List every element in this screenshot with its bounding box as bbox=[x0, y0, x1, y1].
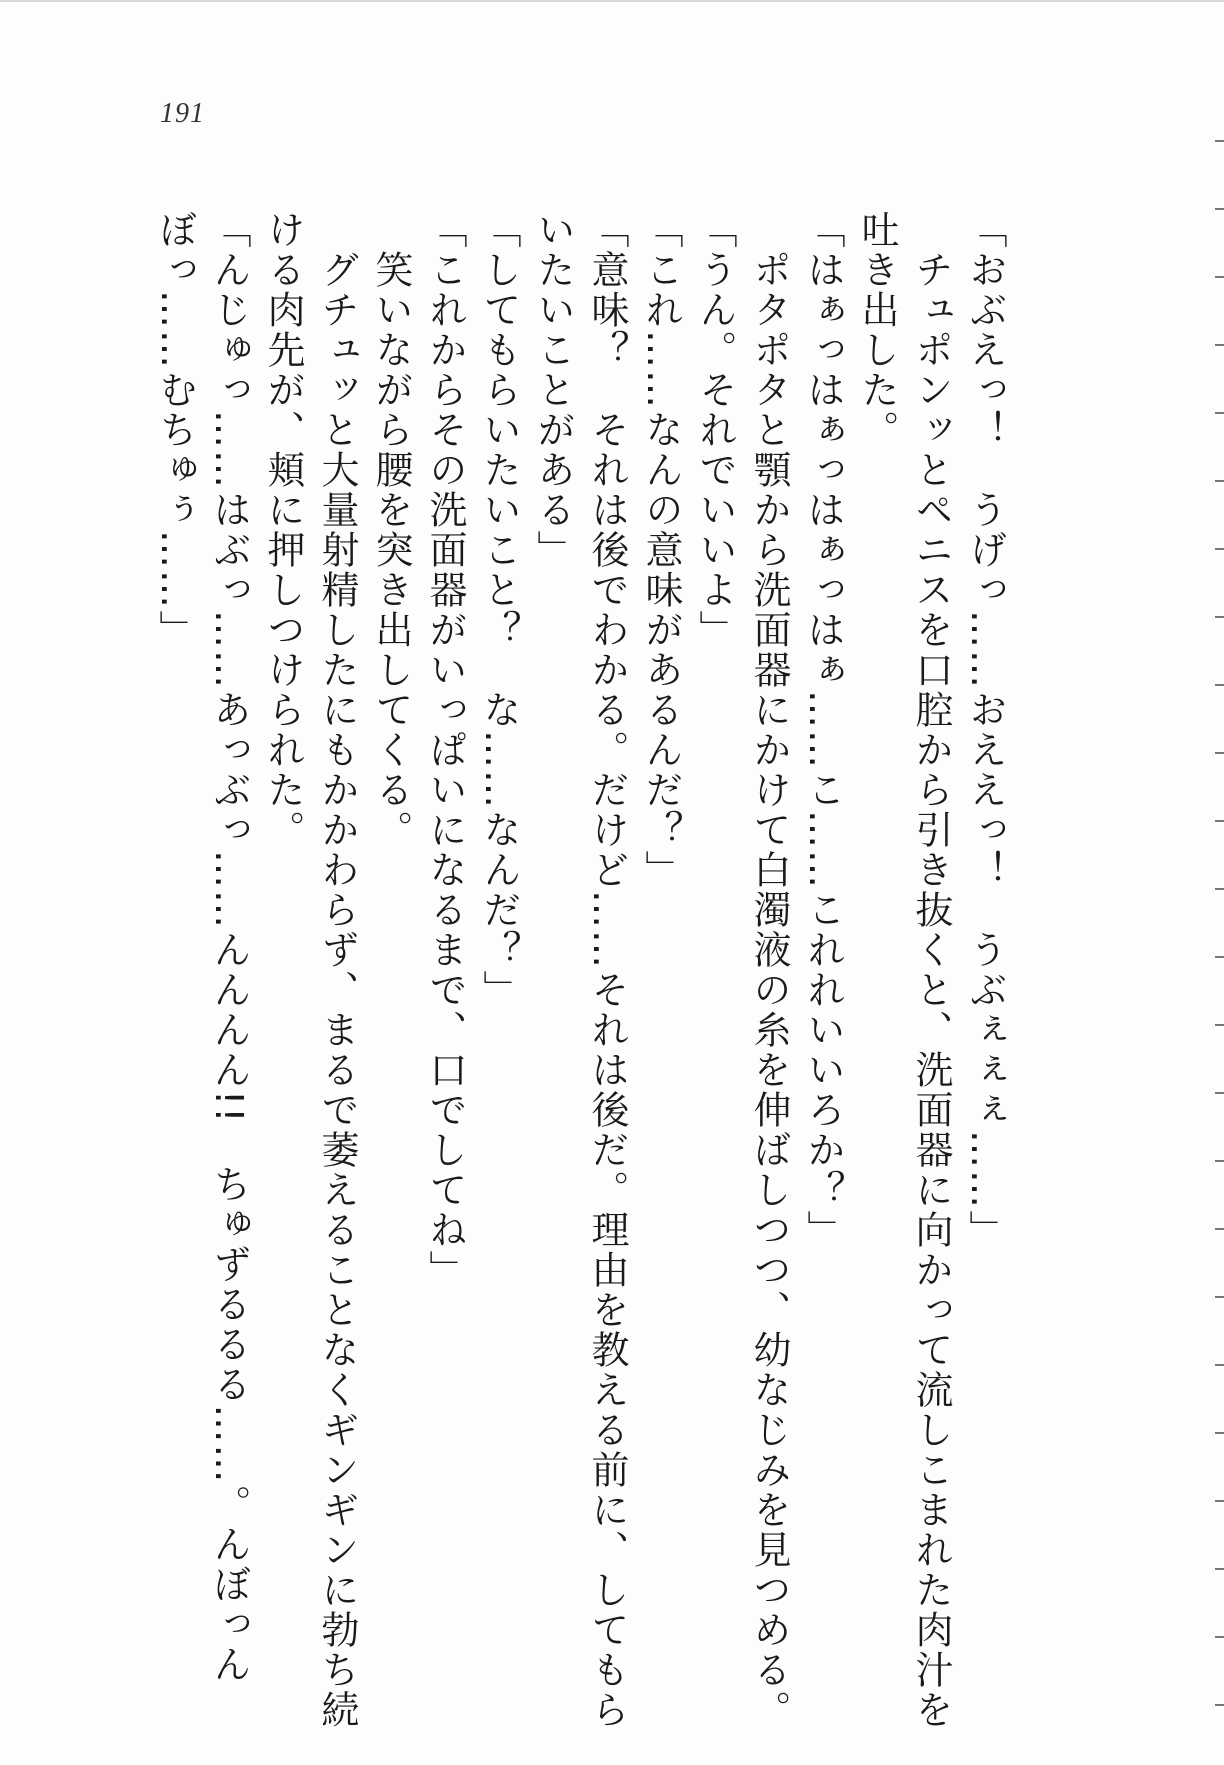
edge-tick bbox=[1215, 208, 1224, 210]
edge-tick bbox=[1215, 548, 1224, 550]
text-line: 「意味？ それは後でわかる。だけど……それは後だ。理由を教える前に、してもら bbox=[585, 210, 629, 1730]
text-line: グチュッと大量射精したにもかかわらず、まるで萎えることなくギンギンに勃ち続 bbox=[315, 210, 359, 1730]
page-edge-marks bbox=[1210, 0, 1224, 1765]
edge-tick bbox=[1215, 1228, 1224, 1230]
text-line: 笑いながら腰を突き出してくる。 bbox=[369, 210, 413, 850]
edge-tick bbox=[1215, 1160, 1224, 1162]
text-line: ける肉先が、頬に押しつけられた。 bbox=[261, 210, 305, 850]
text-line: 「はぁっはぁっはぁっはぁ……こ……これれいいろか？」 bbox=[801, 210, 845, 1250]
edge-tick bbox=[1215, 956, 1224, 958]
edge-tick bbox=[1215, 616, 1224, 618]
edge-tick bbox=[1215, 1432, 1224, 1434]
top-border bbox=[0, 0, 1224, 2]
edge-tick bbox=[1215, 480, 1224, 482]
text-line: ポタポタと顎から洗面器にかけて白濁液の糸を伸ばしつつ、幼なじみを見つめる。 bbox=[747, 210, 791, 1730]
edge-tick bbox=[1215, 1024, 1224, 1026]
text-line: 「おぶえっ！ うげっ……おええっ！ うぶぇぇぇ……」 bbox=[963, 210, 1007, 1250]
text-line: いたいことがある」 bbox=[531, 210, 575, 570]
edge-tick bbox=[1215, 684, 1224, 686]
vertical-text-body bbox=[148, 210, 1012, 1730]
edge-tick bbox=[1215, 1568, 1224, 1570]
edge-tick bbox=[1215, 752, 1224, 754]
page-number: 191 bbox=[160, 98, 205, 129]
edge-tick bbox=[1215, 1364, 1224, 1366]
text-line: 吐き出した。 bbox=[855, 210, 899, 450]
edge-tick bbox=[1215, 1092, 1224, 1094]
edge-tick bbox=[1215, 1500, 1224, 1502]
text-line: 「うん。それでいいよ」 bbox=[693, 210, 737, 650]
edge-tick bbox=[1215, 888, 1224, 890]
edge-tick bbox=[1215, 820, 1224, 822]
edge-tick bbox=[1215, 344, 1224, 346]
text-line: 「んじゅっ……はぶっ……あっぶっ……んんんん!! ちゅずるるる……。んぼっん bbox=[207, 210, 251, 1685]
text-line: チュポンッとペニスを口腔から引き抜くと、洗面器に向かって流しこまれた肉汁を bbox=[909, 210, 953, 1730]
edge-tick bbox=[1215, 1636, 1224, 1638]
edge-tick bbox=[1215, 1296, 1224, 1298]
edge-tick bbox=[1215, 412, 1224, 414]
edge-tick bbox=[1215, 276, 1224, 278]
edge-tick bbox=[1215, 1704, 1224, 1706]
text-line: ぼっ……むちゅぅ……」 bbox=[153, 210, 197, 650]
text-line: 「これ……なんの意味があるんだ？」 bbox=[639, 210, 683, 890]
text-line: 「これからその洗面器がいっぱいになるまで、口でしてね」 bbox=[423, 210, 467, 1290]
text-line: 「してもらいたいこと？ な……なんだ？」 bbox=[477, 210, 521, 1010]
edge-tick bbox=[1215, 140, 1224, 142]
